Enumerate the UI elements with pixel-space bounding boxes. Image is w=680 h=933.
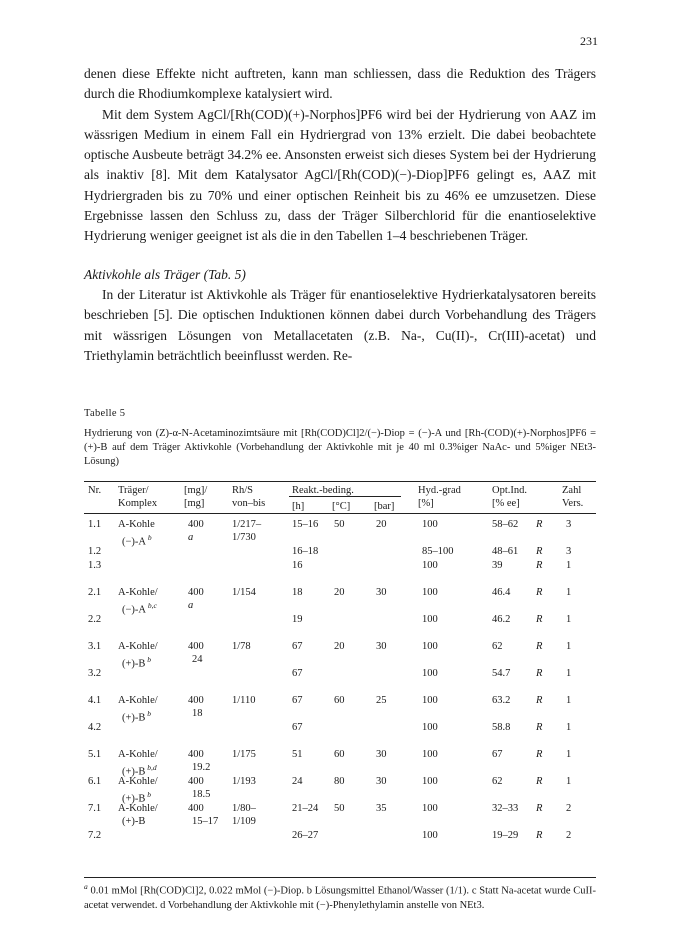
- row-opt: 63.2: [492, 695, 511, 706]
- row-zahl: 1: [566, 695, 572, 706]
- row-conf: R: [536, 749, 543, 760]
- row-komplex: (+)-B $^b$: [122, 655, 152, 670]
- row-h: 16–18: [292, 546, 319, 557]
- row-zahl: 1: [566, 668, 572, 679]
- header-nr: Nr.: [88, 485, 102, 496]
- row-komplex: (+)-B $^b$: [122, 790, 152, 805]
- header-hyd2: [%]: [418, 498, 434, 509]
- row-hyd: 100: [422, 803, 438, 814]
- row-opt: 19–29: [492, 830, 519, 841]
- row-komplex-footnote-mark: b,c: [146, 601, 157, 610]
- row-mg1: 400: [188, 803, 204, 814]
- paragraph-1: denen diese Effekte nicht auftreten, kann man schliessen, dass die Reduktion des Trägers durch die Rhodiumkomplexe katalysiert wird.: [84, 66, 596, 102]
- row-conf: R: [536, 776, 543, 787]
- row-komplex-footnote-mark: b: [146, 533, 152, 542]
- row-c: 60: [334, 749, 345, 760]
- row-komplex-footnote-mark: b: [145, 709, 152, 718]
- row-rhs1: 1/80–: [232, 803, 256, 814]
- row-hyd: 100: [422, 695, 438, 706]
- row-c: 60: [334, 695, 345, 706]
- row-mg1: 400: [188, 749, 204, 760]
- row-traeger: A-Kohle/: [118, 803, 158, 814]
- row-nr: 6.1: [88, 776, 102, 787]
- row-traeger: A-Kohle/: [118, 641, 158, 652]
- row-nr: 3.1: [88, 641, 102, 652]
- header-komplex: Komplex: [118, 498, 158, 509]
- row-bar: 35: [376, 803, 387, 814]
- row-mg2: 19.2: [192, 762, 211, 773]
- row-conf: R: [536, 641, 543, 652]
- header-sub-rule: [289, 496, 401, 497]
- section-heading: Aktivkohle als Träger (Tab. 5): [84, 267, 246, 282]
- row-opt: 48–61: [492, 546, 519, 557]
- row-opt: 32–33: [492, 803, 519, 814]
- row-hyd: 85–100: [422, 546, 454, 557]
- row-conf: R: [536, 546, 543, 557]
- row-nr: 7.2: [88, 830, 102, 841]
- row-hyd: 100: [422, 519, 438, 530]
- row-rhs1: 1/110: [232, 695, 256, 706]
- row-komplex-footnote-mark: b,d: [145, 763, 157, 772]
- row-traeger: A-Kohle/: [118, 776, 158, 787]
- row-komplex: (−)-A $^b$: [122, 533, 152, 548]
- table-label: Tabelle 5: [84, 408, 126, 419]
- row-opt: 58–62: [492, 519, 519, 530]
- row-bar: 25: [376, 695, 387, 706]
- row-h: 18: [292, 587, 303, 598]
- header-reakt: Reakt.-beding.: [292, 485, 354, 496]
- row-zahl: 1: [566, 587, 572, 598]
- row-mg2: 18.5: [192, 789, 211, 800]
- row-traeger: A-Kohle/: [118, 749, 158, 760]
- table-caption: Hydrierung von (Z)-α-N-Acetaminozimtsäure mit [Rh(COD)Cl]2/(−)-Diop = (−)-A und [Rh-(COD)(+)-Norphos]PF6 = (+)-B auf dem Träger Aktivkohle (Vorbehandlung der Aktivkohle mit je 40 ml 0.3%iger NaAc- und 5%iger NEt3-Lösung): [84, 428, 596, 467]
- row-komplex: (−)-A $^{b,c}$: [122, 601, 157, 616]
- row-zahl: 3: [566, 546, 572, 557]
- header-h: [h]: [292, 501, 305, 512]
- row-mg2: a: [188, 532, 194, 543]
- row-mg1: 400: [188, 519, 204, 530]
- row-h: 67: [292, 722, 303, 733]
- text-block-2: [84, 285, 596, 366]
- row-hyd: 100: [422, 668, 438, 679]
- table-footnote: [84, 880, 596, 913]
- row-komplex-footnote-mark: b: [145, 655, 152, 664]
- row-c: 20: [334, 587, 345, 598]
- header-rhs1: Rh/S: [232, 485, 254, 496]
- row-komplex: (+)-B $^b$: [122, 709, 152, 724]
- header-zahl2: Vers.: [562, 498, 584, 509]
- footnote-text: 0.01 mMol [Rh(COD)Cl]2, 0.022 mMol (−)-Diop. b Lösungsmittel Ethanol/Wasser (1/1). c Statt Na-acetat wurde CuII-acetat verwendet. d Vorbehandlung der Aktivkohle mit (−)-Phenylethylamin anstelle von NEt3.: [84, 885, 597, 911]
- row-c: 80: [334, 776, 345, 787]
- row-h: 26–27: [292, 830, 319, 841]
- row-hyd: 100: [422, 776, 438, 787]
- footnote-mark-a: a: [84, 882, 88, 891]
- header-mg2: [mg]: [184, 498, 205, 509]
- row-traeger: A-Kohle: [118, 519, 155, 530]
- header-opt1: Opt.Ind.: [492, 485, 527, 496]
- row-h: 67: [292, 641, 303, 652]
- row-nr: 2.2: [88, 614, 102, 625]
- row-h: 51: [292, 749, 303, 760]
- row-bar: 30: [376, 641, 387, 652]
- row-conf: R: [536, 587, 543, 598]
- row-nr: 1.2: [88, 546, 102, 557]
- row-h: 21–24: [292, 803, 319, 814]
- row-opt: 46.4: [492, 587, 511, 598]
- row-nr: 4.2: [88, 722, 102, 733]
- row-c: 50: [334, 803, 345, 814]
- row-hyd: 100: [422, 722, 438, 733]
- row-opt: 67: [492, 749, 503, 760]
- row-h: 67: [292, 695, 303, 706]
- row-komplex: (+)-B: [122, 816, 146, 827]
- row-mg2: 18: [192, 708, 203, 719]
- row-rhs2: 1/730: [232, 532, 256, 543]
- row-nr: 4.1: [88, 695, 102, 706]
- row-nr: 2.1: [88, 587, 102, 598]
- row-nr: 7.1: [88, 803, 102, 814]
- text-block-1: [84, 64, 596, 247]
- paragraph-2: Mit dem System AgCl/[Rh(COD)(+)-Norphos]PF6 wird bei der Hydrierung von AAZ im wässrigen Medium in einem Fall ein Hydriergrad von 13% erzielt. Die dabei beobachtete optische Ausbeute beträgt 34.2% ee. Ansonsten erweist sich dieses System bei der Hydrierung als inaktiv [8]. Mit dem Katalysator AgCl/[Rh(COD)(−)-Diop]PF6 gelingt es, AAZ mit Hydriergraden bis zu 70% und einer optischen Reinheit bis zu 46% ee umzusetzen. Diese Ergebnisse lassen den Schluss zu, dass der Träger Silberchlorid für die enantioselektive Hydrierung weniger geeignet ist als die in den Tabellen 1–4 beschriebenen Träger.: [84, 106, 596, 244]
- row-hyd: 100: [422, 830, 438, 841]
- paragraph-3: In der Literatur ist Aktivkohle als Träger für enantioselektive Hydrierkatalysatoren bereits beschrieben [5]. Die optischen Induktionen können dabei durch Vorbehandlung des Trägers mit wässrigen Lösungen von Metallacetaten (z.B. Na-, Cu(II)-, Cr(III)-acetat) und Triethylamin beträchtlich beeinflusst werden. Re-: [84, 287, 596, 363]
- row-hyd: 100: [422, 641, 438, 652]
- table-bottom-rule: [84, 877, 596, 878]
- row-zahl: 1: [566, 614, 572, 625]
- row-hyd: 100: [422, 614, 438, 625]
- row-zahl: 1: [566, 776, 572, 787]
- header-c: [°C]: [332, 501, 351, 512]
- row-h: 24: [292, 776, 303, 787]
- row-conf: R: [536, 519, 543, 530]
- header-bar: [bar]: [374, 501, 395, 512]
- row-zahl: 2: [566, 830, 572, 841]
- row-rhs1: 1/193: [232, 776, 256, 787]
- row-rhs2: 1/109: [232, 816, 256, 827]
- row-komplex-footnote-mark: b: [145, 790, 152, 799]
- row-rhs1: 1/154: [232, 587, 256, 598]
- row-h: 67: [292, 668, 303, 679]
- page-number: 231: [580, 34, 598, 48]
- row-hyd: 100: [422, 587, 438, 598]
- row-bar: 30: [376, 749, 387, 760]
- header-mg1: [mg]/: [184, 485, 208, 496]
- row-nr: 5.1: [88, 749, 102, 760]
- row-conf: R: [536, 722, 543, 733]
- row-bar: 20: [376, 519, 387, 530]
- row-opt: 62: [492, 641, 503, 652]
- header-opt2: [% ee]: [492, 498, 520, 509]
- row-opt: 54.7: [492, 668, 511, 679]
- row-traeger: A-Kohle/: [118, 587, 158, 598]
- row-conf: R: [536, 803, 543, 814]
- header-traeger: Träger/: [118, 485, 149, 496]
- row-h: 16: [292, 560, 303, 571]
- row-mg1: 400: [188, 695, 204, 706]
- header-zahl1: Zahl: [562, 485, 582, 496]
- row-zahl: 2: [566, 803, 572, 814]
- row-opt: 58.8: [492, 722, 511, 733]
- table-header-rule: [84, 513, 596, 514]
- row-bar: 30: [376, 587, 387, 598]
- row-mg1: 400: [188, 641, 204, 652]
- row-opt: 62: [492, 776, 503, 787]
- row-h: 19: [292, 614, 303, 625]
- table-top-rule: [84, 481, 596, 482]
- row-opt: 46.2: [492, 614, 511, 625]
- row-zahl: 1: [566, 641, 572, 652]
- row-opt: 39: [492, 560, 503, 571]
- header-hyd1: Hyd.-grad: [418, 485, 461, 496]
- row-nr: 3.2: [88, 668, 102, 679]
- row-komplex: (+)-B $^{b,d}$: [122, 763, 157, 778]
- row-c: 50: [334, 519, 345, 530]
- row-rhs1: 1/217–: [232, 519, 262, 530]
- row-rhs1: 1/78: [232, 641, 251, 652]
- row-conf: R: [536, 560, 543, 571]
- row-hyd: 100: [422, 749, 438, 760]
- row-conf: R: [536, 695, 543, 706]
- row-nr: 1.1: [88, 519, 102, 530]
- row-c: 20: [334, 641, 345, 652]
- row-conf: R: [536, 614, 543, 625]
- row-rhs1: 1/175: [232, 749, 256, 760]
- row-mg2: a: [188, 600, 194, 611]
- row-zahl: 1: [566, 722, 572, 733]
- row-mg2: 15–17: [192, 816, 219, 827]
- row-zahl: 1: [566, 749, 572, 760]
- row-bar: 30: [376, 776, 387, 787]
- row-hyd: 100: [422, 560, 438, 571]
- header-rhs2: von–bis: [232, 498, 266, 509]
- row-mg1: 400: [188, 776, 204, 787]
- row-mg2: 24: [192, 654, 203, 665]
- row-zahl: 1: [566, 560, 572, 571]
- row-conf: R: [536, 830, 543, 841]
- row-mg1: 400: [188, 587, 204, 598]
- row-nr: 1.3: [88, 560, 102, 571]
- row-zahl: 3: [566, 519, 572, 530]
- row-traeger: A-Kohle/: [118, 695, 158, 706]
- row-h: 15–16: [292, 519, 319, 530]
- row-conf: R: [536, 668, 543, 679]
